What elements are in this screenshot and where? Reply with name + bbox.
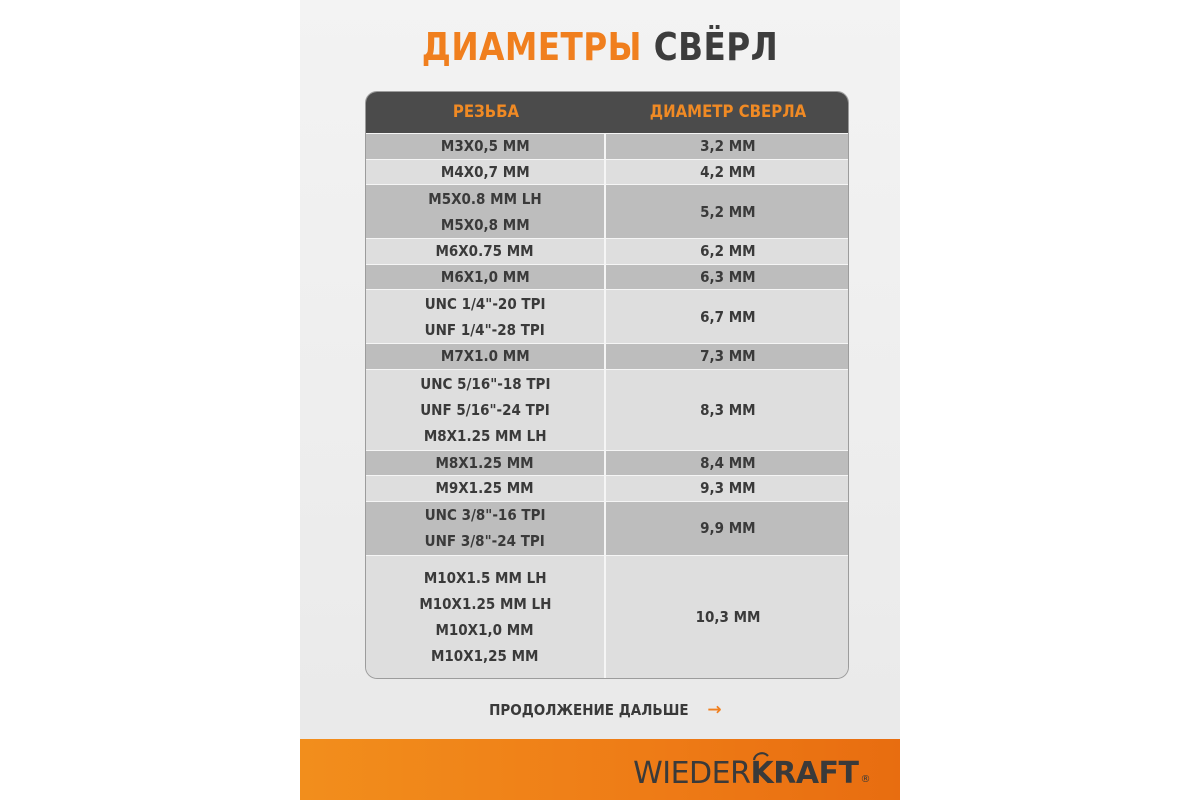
thread-cell <box>366 239 606 264</box>
drill-diameter-cell <box>606 239 849 264</box>
title-part-accent: ДИАМЕТРЫ <box>421 25 642 69</box>
drill-diameter-value: 6,7 MM <box>700 307 756 326</box>
thread-spec: UNC 3/8"-16 TPI <box>424 506 546 524</box>
thread-cell <box>366 451 606 476</box>
thread-cell <box>366 185 606 238</box>
brand-word-2: KRAFT <box>750 756 859 791</box>
column-header-drill-diameter: ДИАМЕТР СВЕРЛА <box>649 102 807 122</box>
table-row <box>366 184 848 238</box>
brand-logo <box>633 751 870 791</box>
thread-spec: UNF 3/8"-24 TPI <box>424 532 546 550</box>
drill-diameter-cell <box>606 344 849 369</box>
drill-diameter-value: 4,2 MM <box>700 162 756 181</box>
brand-word-1: WIEDER <box>633 756 751 791</box>
table-header <box>366 92 848 133</box>
table-row <box>366 264 848 290</box>
thread-spec: UNC 1/4"-20 TPI <box>424 294 546 313</box>
continue-label: ПРОДОЛЖЕНИЕ ДАЛЬШЕ <box>489 701 690 719</box>
drill-diameter-cell <box>606 134 849 159</box>
thread-spec: M6X0.75 MM <box>435 242 535 261</box>
thread-spec: UNC 5/16"-18 TPI <box>419 374 551 393</box>
drill-diameter-cell <box>606 290 849 343</box>
drill-diameter-value: 6,2 MM <box>700 242 756 261</box>
column-header-thread: РЕЗЬБА <box>452 102 520 122</box>
thread-spec: M9X1.25 MM <box>435 479 535 498</box>
drill-diameter-value: 9,3 MM <box>700 479 756 498</box>
drill-diameter-cell <box>606 160 849 185</box>
thread-spec: M6X1,0 MM <box>440 267 530 286</box>
thread-spec: M8X1.25 MM LH <box>423 426 547 445</box>
table-row <box>366 159 848 185</box>
drill-diameter-value: 7,3 MM <box>700 347 756 366</box>
thread-spec: UNF 5/16"-24 TPI <box>420 400 550 419</box>
table-row <box>366 555 848 679</box>
drill-diameter-cell <box>606 370 849 450</box>
table-row <box>366 343 848 369</box>
thread-spec: M7X1.0 MM <box>440 347 530 366</box>
thread-cell <box>366 556 606 679</box>
thread-spec: M10X1,0 MM <box>435 620 535 639</box>
table-row <box>366 475 848 501</box>
brand-footer <box>300 739 900 800</box>
thread-spec: M3X0,5 MM <box>440 137 530 156</box>
drill-diameter-cell <box>606 185 849 238</box>
drill-diameter-value: 9,9 MM <box>700 519 756 537</box>
drill-diameter-cell <box>606 451 849 476</box>
table-row <box>366 238 848 264</box>
thread-cell <box>366 476 606 501</box>
thread-spec: M10X1,25 MM <box>431 646 539 665</box>
title-part-dark: СВЁРЛ <box>653 25 779 69</box>
thread-spec: M5X0.8 MM LH <box>428 189 542 208</box>
thread-spec: M10X1.25 MM LH <box>418 594 552 613</box>
continue-hint <box>300 698 900 722</box>
drill-diameter-value: 3,2 MM <box>700 137 756 156</box>
drill-diameter-value: 5,2 MM <box>700 202 756 221</box>
thread-cell <box>366 290 606 343</box>
thread-cell <box>366 134 606 159</box>
drill-diameter-cell <box>606 502 849 555</box>
thread-spec: UNF 1/4"-28 TPI <box>424 320 546 339</box>
table-row <box>366 133 848 159</box>
thread-spec: M4X0,7 MM <box>440 162 530 181</box>
drill-diameter-cell <box>606 265 849 290</box>
registered-mark: ® <box>860 774 870 785</box>
drill-diameter-cell <box>606 556 849 679</box>
drill-diameter-cell <box>606 476 849 501</box>
drill-diameter-value: 8,4 MM <box>700 453 756 472</box>
thread-cell <box>366 265 606 290</box>
thread-spec: M5X0,8 MM <box>440 215 530 234</box>
table-row <box>366 450 848 476</box>
drill-diameter-value: 8,3 MM <box>700 400 756 419</box>
arrow-right-icon: → <box>707 700 722 720</box>
drill-diameter-value: 10,3 MM <box>695 607 761 626</box>
table-row <box>366 289 848 343</box>
thread-cell <box>366 502 606 555</box>
table-row <box>366 369 848 450</box>
thread-cell <box>366 160 606 185</box>
thread-spec: M10X1.5 MM LH <box>423 568 547 587</box>
brand-arc-icon <box>751 748 771 768</box>
drill-size-table <box>365 91 849 679</box>
thread-cell <box>366 344 606 369</box>
thread-cell <box>366 370 606 450</box>
page-title <box>342 22 858 72</box>
poster <box>300 0 900 800</box>
table-row <box>366 501 848 555</box>
thread-spec: M8X1.25 MM <box>435 453 535 472</box>
drill-diameter-value: 6,3 MM <box>700 267 756 286</box>
